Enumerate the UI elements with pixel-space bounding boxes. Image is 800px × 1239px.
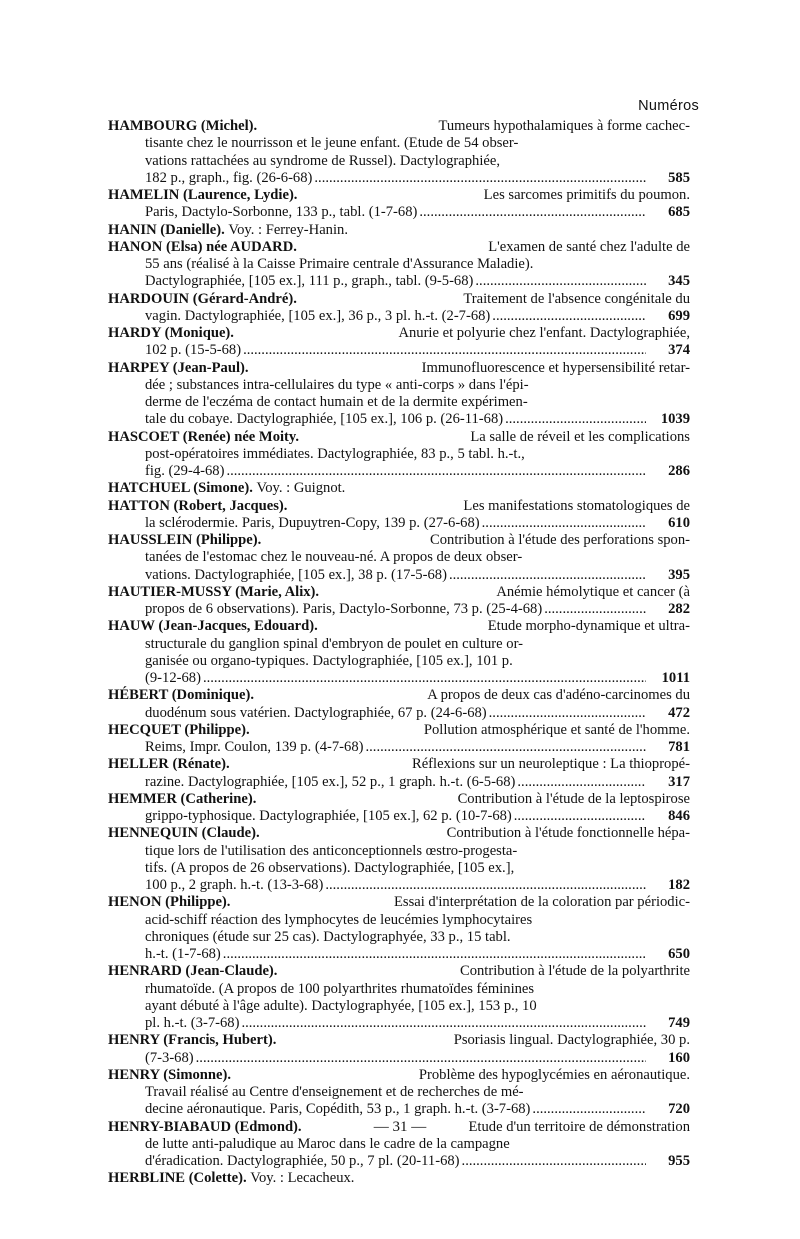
entry-line [108,291,690,308]
entry-text: La salle de réveil et les complications [470,428,690,445]
entry-text: vagin. Dactylographiée, [105 ex.], 36 p., 3 pl. h.-t. (2-7-68) [145,307,491,324]
dot-leader [480,515,646,532]
entry-line [108,515,690,532]
entry-text: L'examen de santé chez l'adulte de [488,238,690,255]
entry-text: Pollution atmosphérique et santé de l'homme. [423,721,690,738]
entry-text: Anémie hémolytique et cancer (à [496,583,690,600]
entry-line [108,446,690,463]
author-name: HENON (Philippe). [108,894,231,911]
entry-line [108,1153,690,1170]
entry-text: tisante chez le nourrisson et le jeune enfant. (Etude de 54 obser- [145,135,519,152]
entry-text: duodénum sous vatérien. Dactylographiée, 67 p. (24-6-68) [145,704,487,721]
entry-line [108,377,690,394]
entry-line [108,1015,690,1032]
thesis-number: 374 [668,342,690,359]
bibliography-entry [108,791,690,826]
thesis-number: 846 [668,808,690,824]
dot-leader [490,308,646,325]
entry-text: tifs. (A propos de 26 observations). Dactylographiée, [105 ex.], [145,859,515,876]
entry-text: Contribution à l'étude de la leptospirose [457,790,690,807]
entry-text: ganisée ou organo-typiques. Dactylographiée, [105 ex.], 101 p. [145,652,513,669]
thesis-number: 286 [668,463,690,479]
author-name: HATTON (Robert, Jacques). [108,497,288,514]
author-name: HARDOUIN (Gérard-André). [108,290,297,307]
author-name: HEMMER (Catherine). [108,790,257,807]
dot-leader [487,705,646,722]
entry-line [108,1170,690,1187]
dot-leader [224,463,646,480]
entry-text: Voy. : Guignot. [256,480,346,497]
entry-line [108,394,690,411]
dot-leader [239,1015,646,1032]
entry-text: Paris, Dactylo-Sorbonne, 133 p., tabl. (1-7-68) [145,204,418,221]
entry-line [108,325,690,342]
dot-leader [503,411,646,428]
entry-text: Réflexions sur un neuroleptique : La thiopropé- [411,756,690,773]
thesis-number: 650 [668,946,690,962]
entry-text: 102 p. (15-5-68) [145,342,242,359]
entry-text: pl. h.-t. (3-7-68) [145,1015,240,1031]
entry-text: Contribution à l'étude de la polyarthrite [459,963,690,980]
entry-line [108,567,690,584]
author-name: HENRARD (Jean-Claude). [108,963,278,980]
entry-line [108,549,690,566]
entry-line [108,981,690,998]
entry-line [108,912,690,929]
entry-line [108,411,690,428]
entry-line [108,135,690,152]
author-name: HENRY-BIABAUD (Edmond). [108,1118,302,1135]
author-name: HENNEQUIN (Claude). [108,825,260,842]
entry-line [108,584,690,601]
thesis-number: 720 [668,1101,690,1118]
entry-line [108,153,690,170]
entry-line [108,808,690,825]
thesis-number: 317 [668,773,690,790]
thesis-number: 955 [668,1153,690,1169]
author-name: HÉBERT (Dominique). [108,687,254,704]
entry-line [108,1032,690,1049]
thesis-number: 472 [668,704,690,721]
entry-text: decine aéronautique. Paris, Copédith, 53 p., 1 graph. h.-t. (3-7-68) [145,1101,531,1118]
entry-text: h.-t. (1-7-68) [145,946,221,962]
bibliography-entry [108,532,690,584]
entry-line [108,1084,690,1101]
bibliography-entry [108,325,690,360]
entry-line [108,946,690,963]
dot-leader [530,1101,646,1118]
bibliography-entry [108,825,690,894]
entry-line [108,963,690,980]
thesis-number: 345 [668,273,690,290]
author-name: HATCHUEL (Simone). [108,480,253,497]
entry-text: tanées de l'estomac chez le nouveau-né. A propos de deux obser- [145,549,523,566]
entry-line [108,825,690,842]
entry-text: Contribution à l'étude fonctionnelle hépa- [446,825,690,842]
entry-line [108,756,690,773]
entry-line [108,774,690,791]
author-name: HERBLINE (Colette). [108,1170,247,1187]
entry-text: vations. Dactylographiée, [105 ex.], 38 p. (17-5-68) [145,566,447,583]
bibliography-entry [108,187,690,222]
entry-text: Etude d'un territoire de démonstration [468,1118,690,1135]
entry-text: Voy. : Ferrey-Hanin. [228,221,348,238]
author-name: HAUTIER-MUSSY (Marie, Alix). [108,583,320,600]
entry-text: vations rattachées au syndrome de Russel). Dactylographiée, [145,152,500,169]
entry-line [108,687,690,704]
entry-line [108,618,690,635]
thesis-number: 395 [668,566,690,583]
bibliography-entry [108,118,690,187]
entry-line [108,705,690,722]
dot-leader [221,946,646,963]
author-name: HARDY (Monique). [108,325,234,341]
dot-leader [512,808,646,825]
entry-line [108,463,690,480]
column-header: Numéros [638,98,699,114]
entry-text: 182 p., graph., fig. (26-6-68) [145,169,313,186]
entry-text: Travail réalisé au Centre d'enseignement et de recherches de mé- [145,1084,524,1100]
entry-text: Voy. : Lecacheux. [250,1170,355,1187]
entry-text: 55 ans (réalisé à la Caisse Primaire centrale d'Assurance Maladie). [145,256,534,272]
author-name: HENRY (Francis, Hubert). [108,1032,277,1049]
entry-line [108,308,690,325]
entry-line [108,1136,690,1153]
thesis-number: 699 [668,307,690,324]
author-name: HAUW (Jean-Jacques, Edouard). [108,618,318,635]
dot-leader [473,273,646,290]
entry-line [108,342,690,359]
entry-line [108,480,690,497]
entry-line [108,532,690,549]
dot-leader [460,1153,646,1170]
thesis-number: 781 [668,739,690,755]
entry-text: Etude morpho-dynamique et ultra- [487,618,690,635]
entry-line [108,1050,690,1067]
entry-text: chroniques (étude sur 25 cas). Dactylographyée, 33 p., 15 tabl. [145,928,511,945]
dot-leader [364,739,647,756]
entry-line [108,429,690,446]
entry-text: Reims, Impr. Coulon, 139 p. (4-7-68) [145,739,364,755]
bibliography-entry [108,239,690,291]
entry-text: Anurie et polyurie chez l'enfant. Dactylographiée, [398,325,690,341]
entry-line [108,170,690,187]
bibliography-entry [108,291,690,326]
thesis-number: 1011 [661,670,690,686]
bibliography-entry [108,687,690,722]
page-number: — 31 — [373,1119,427,1135]
entry-line [108,256,690,273]
entry-text: 100 p., 2 graph. h.-t. (13-3-68) [145,877,324,893]
bibliography-entry [108,722,690,757]
entry-text: razine. Dactylographiée, [105 ex.], 52 p., 1 graph. h.-t. (6-5-68) [145,773,516,790]
entry-line [108,722,690,739]
entry-line [108,791,690,808]
author-name: HARPEY (Jean-Paul). [108,359,249,376]
entry-line [108,894,690,911]
entry-text: la sclérodermie. Paris, Dupuytren-Copy, 139 p. (27-6-68) [145,514,480,531]
author-name: HAUSSLEIN (Philippe). [108,532,262,548]
entry-line [108,239,690,256]
thesis-number: 1039 [660,411,690,428]
entry-text: grippo-typhosique. Dactylographiée, [105 ex.], 62 p. (10-7-68) [145,808,512,824]
entry-line [108,498,690,515]
entry-text: derme de l'eczéma de contact humain et de la dermite expérimen- [145,394,528,410]
bibliography-entry [108,1067,690,1119]
thesis-number: 749 [668,1015,690,1031]
author-name: HECQUET (Philippe). [108,721,250,738]
thesis-number: 685 [668,204,690,221]
dot-leader [201,670,646,687]
entry-text: (7-3-68) [145,1049,194,1066]
bibliography-entry [108,618,690,687]
entry-line [108,636,690,653]
dot-leader [447,567,646,584]
bibliography-entry [108,584,690,619]
author-name: HASCOET (Renée) née Moity. [108,428,300,445]
bibliography-entry [108,894,690,963]
author-name: HAMBOURG (Michel). [108,118,258,134]
entry-text: tique lors de l'utilisation des anticonceptionnels œstro-progesta- [145,842,518,859]
dot-leader [312,170,646,187]
entry-text: Les manifestations stomatologiques de [463,497,690,514]
author-name: HANIN (Danielle). [108,221,225,238]
author-name: HAMELIN (Laurence, Lydie). [108,187,298,203]
entry-line [108,187,690,204]
bibliography-entry [108,756,690,791]
dot-leader [194,1050,646,1067]
entry-line [108,860,690,877]
entry-text: Tumeurs hypothalamiques à forme cachec- [438,118,690,134]
entry-line [108,877,690,894]
bibliography-list [108,118,690,1188]
bibliography-entry [108,1032,690,1067]
thesis-number: 282 [668,601,690,617]
bibliography-entry [108,1170,690,1187]
entry-line [108,601,690,618]
entry-text: Essai d'interprétation de la coloration par périodic- [393,894,690,911]
dot-leader [542,601,646,618]
entry-text: fig. (29-4-68) [145,463,225,479]
bibliography-entry [108,360,690,429]
entry-line [108,273,690,290]
entry-line [108,998,690,1015]
entry-text: d'éradication. Dactylographiée, 50 p., 7 pl. (20-11-68) [145,1153,460,1169]
entry-text: Immunofluorescence et hypersensibilité retar- [421,359,690,376]
entry-line [108,670,690,687]
bibliography-entry [108,222,690,239]
entry-text: Psoriasis lingual. Dactylographiée, 30 p. [453,1032,690,1049]
entry-text: (9-12-68) [145,670,201,686]
entry-line [108,929,690,946]
dot-leader [417,204,646,221]
entry-text: Les sarcomes primitifs du poumon. [483,187,690,203]
entry-line [108,843,690,860]
entry-line [108,204,690,221]
author-name: HELLER (Rénate). [108,756,230,773]
entry-text: A propos de deux cas d'adéno-carcinomes du [427,687,690,704]
entry-line [108,653,690,670]
entry-text: Problème des hypoglycémies en aéronautique. [418,1066,690,1083]
entry-line [108,1101,690,1118]
dot-leader [323,877,646,894]
entry-text: dée ; substances intra-cellulaires du type « anti-corps » dans l'épi- [145,376,529,393]
bibliography-entry [108,498,690,533]
bibliography-entry [108,963,690,1032]
entry-line [108,118,690,135]
entry-text: propos de 6 observations). Paris, Dactylo-Sorbonne, 73 p. (25-4-68) [145,601,543,617]
entry-text: post-opératoires immédiates. Dactylographiée, 83 p., 5 tabl. h.-t., [145,445,525,462]
author-name: HANON (Elsa) née AUDARD. [108,238,297,255]
entry-line [108,739,690,756]
entry-text: tale du cobaye. Dactylographiée, [105 ex.], 106 p. (26-11-68) [145,411,504,428]
thesis-number: 160 [668,1049,690,1066]
dot-leader [241,342,646,359]
entry-line [108,360,690,377]
entry-text: Contribution à l'étude des perforations spon- [430,532,690,548]
thesis-number: 182 [668,877,690,893]
entry-text: structurale du ganglion spinal d'embryon de poulet en culture or- [145,635,524,652]
entry-text: rhumatoïde. (A propos de 100 polyarthrites rhumatoïdes féminines [145,980,535,997]
bibliography-entry [108,429,690,481]
bibliography-entry [108,480,690,497]
entry-text: ayant débuté à l'âge adulte). Dactylographyée, [105 ex.], 153 p., 10 [145,997,537,1014]
entry-text: acid-schiff réaction des lymphocytes de leucémies lymphocytaires [145,911,533,928]
entry-text: Dactylographiée, [105 ex.], 111 p., graph., tabl. (9-5-68) [145,273,474,290]
entry-line [108,1067,690,1084]
dot-leader [515,774,646,791]
entry-text: Traitement de l'absence congénitale du [463,290,690,307]
thesis-number: 610 [668,514,690,531]
thesis-number: 585 [668,169,690,186]
entry-line [108,222,690,239]
author-name: HENRY (Simonne). [108,1066,231,1083]
entry-text: de lutte anti-paludique au Maroc dans le cadre de la campagne [145,1135,510,1152]
